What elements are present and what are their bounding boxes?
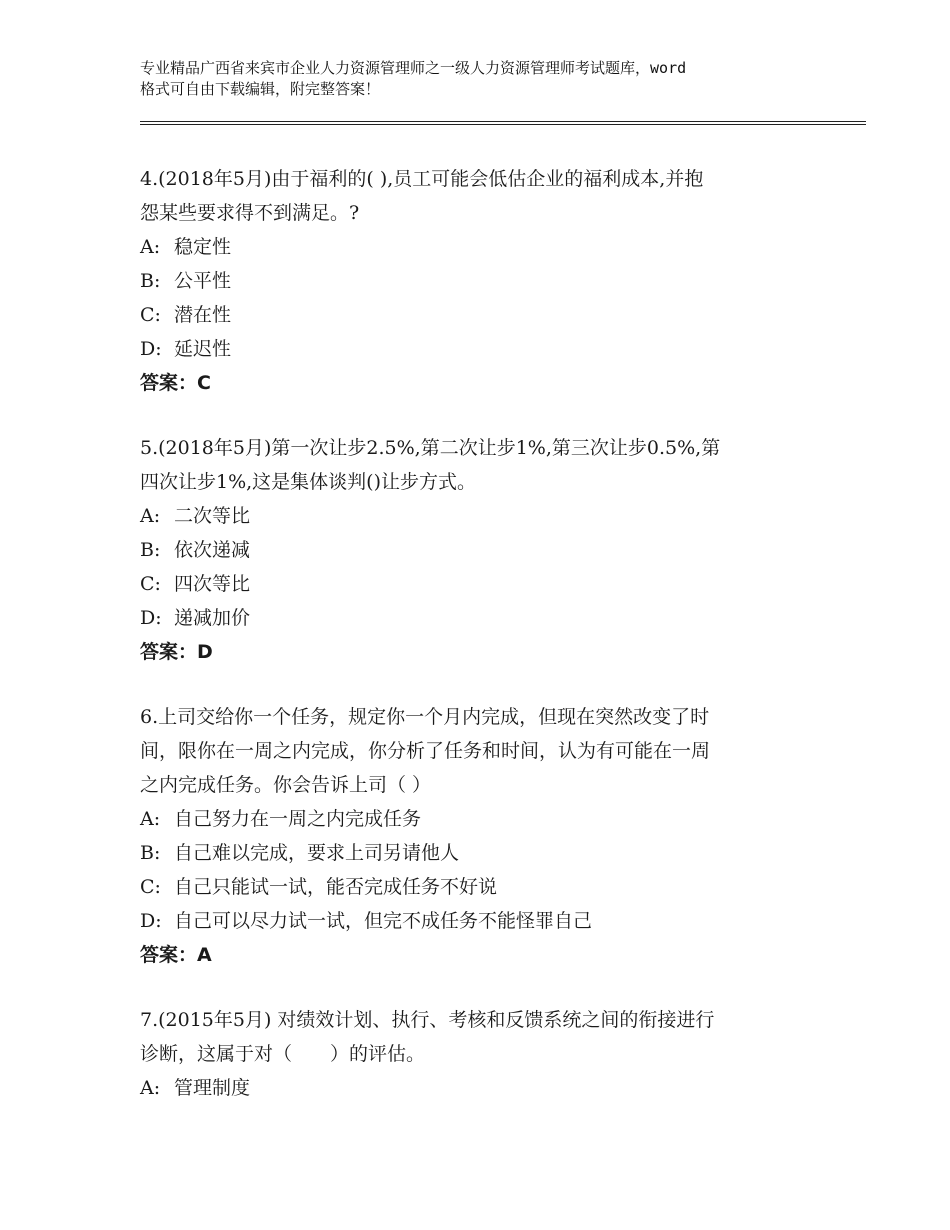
question-item bbox=[140, 1003, 820, 1105]
option-key: C: bbox=[140, 573, 161, 595]
question-stem bbox=[140, 431, 820, 499]
option-key: C: bbox=[140, 876, 161, 898]
option-text: 递减加价 bbox=[174, 607, 251, 629]
option-a bbox=[140, 230, 820, 264]
option-b bbox=[140, 264, 820, 298]
option-key: A: bbox=[140, 1077, 161, 1099]
option-text: 公平性 bbox=[174, 270, 232, 292]
question-stem-line: 之内完成任务。你会告诉上司（ ） bbox=[140, 774, 432, 796]
answer-line: 答案：C bbox=[140, 372, 211, 394]
question-stem bbox=[140, 1003, 820, 1071]
header-divider bbox=[140, 121, 866, 125]
question-stem-line: 怨某些要求得不到满足。? bbox=[140, 202, 360, 224]
question-stem-line: 5.(2018年5月)第一次让步2.5%,第二次让步1%,第三次让步0.5%,第 bbox=[140, 437, 721, 459]
option-key: A: bbox=[140, 236, 161, 258]
question-stem-line: 7.(2015年5月) 对绩效计划、执行、考核和反馈系统之间的衔接进行 bbox=[140, 1009, 715, 1031]
option-b bbox=[140, 836, 820, 870]
option-c bbox=[140, 567, 820, 601]
option-key: B: bbox=[140, 842, 161, 864]
option-key: D: bbox=[140, 338, 162, 360]
question-stem-line: 间，限你在一周之内完成，你分析了任务和时间，认为有可能在一周 bbox=[140, 740, 711, 762]
header-title-line-1: 专业精品广西省来宾市企业人力资源管理师之一级人力资源管理师考试题库，word bbox=[140, 59, 687, 77]
option-key: D: bbox=[140, 607, 162, 629]
option-text: 二次等比 bbox=[174, 505, 251, 527]
question-item bbox=[140, 162, 820, 400]
answer-line: 答案：A bbox=[140, 944, 212, 966]
question-stem-line: 诊断，这属于对（ ）的评估。 bbox=[140, 1043, 426, 1065]
option-key: A: bbox=[140, 808, 161, 830]
option-a bbox=[140, 802, 820, 836]
option-text: 延迟性 bbox=[174, 338, 232, 360]
option-c bbox=[140, 298, 820, 332]
option-key: B: bbox=[140, 270, 161, 292]
option-text: 管理制度 bbox=[174, 1077, 251, 1099]
question-stem bbox=[140, 700, 820, 802]
option-c bbox=[140, 870, 820, 904]
option-text: 稳定性 bbox=[174, 236, 232, 258]
option-d bbox=[140, 601, 820, 635]
question-stem bbox=[140, 162, 820, 230]
option-key: D: bbox=[140, 910, 162, 932]
question-item bbox=[140, 700, 820, 972]
option-text: 潜在性 bbox=[174, 304, 232, 326]
option-text: 自己难以完成，要求上司另请他人 bbox=[174, 842, 460, 864]
option-text: 自己只能试一试，能否完成任务不好说 bbox=[174, 876, 498, 898]
option-key: B: bbox=[140, 539, 161, 561]
option-d bbox=[140, 904, 820, 938]
question-item bbox=[140, 431, 820, 669]
option-text: 依次递减 bbox=[174, 539, 251, 561]
option-a bbox=[140, 1071, 820, 1105]
question-stem-line: 4.(2018年5月)由于福利的( ),员工可能会低估企业的福利成本,并抱 bbox=[140, 168, 704, 190]
document-header bbox=[140, 58, 830, 100]
question-stem-line: 四次让步1%,这是集体谈判()让步方式。 bbox=[140, 471, 477, 493]
option-key: A: bbox=[140, 505, 161, 527]
header-title-line-2: 格式可自由下载编辑，附完整答案！ bbox=[140, 80, 381, 98]
option-d bbox=[140, 332, 820, 366]
option-text: 自己努力在一周之内完成任务 bbox=[174, 808, 422, 830]
answer-line: 答案：D bbox=[140, 641, 213, 663]
option-b bbox=[140, 533, 820, 567]
option-a bbox=[140, 499, 820, 533]
question-list bbox=[140, 162, 820, 1136]
option-text: 四次等比 bbox=[174, 573, 251, 595]
option-key: C: bbox=[140, 304, 161, 326]
option-text: 自己可以尽力试一试，但完不成任务不能怪罪自己 bbox=[174, 910, 593, 932]
question-stem-line: 6.上司交给你一个任务，规定你一个月内完成，但现在突然改变了时 bbox=[140, 706, 710, 728]
